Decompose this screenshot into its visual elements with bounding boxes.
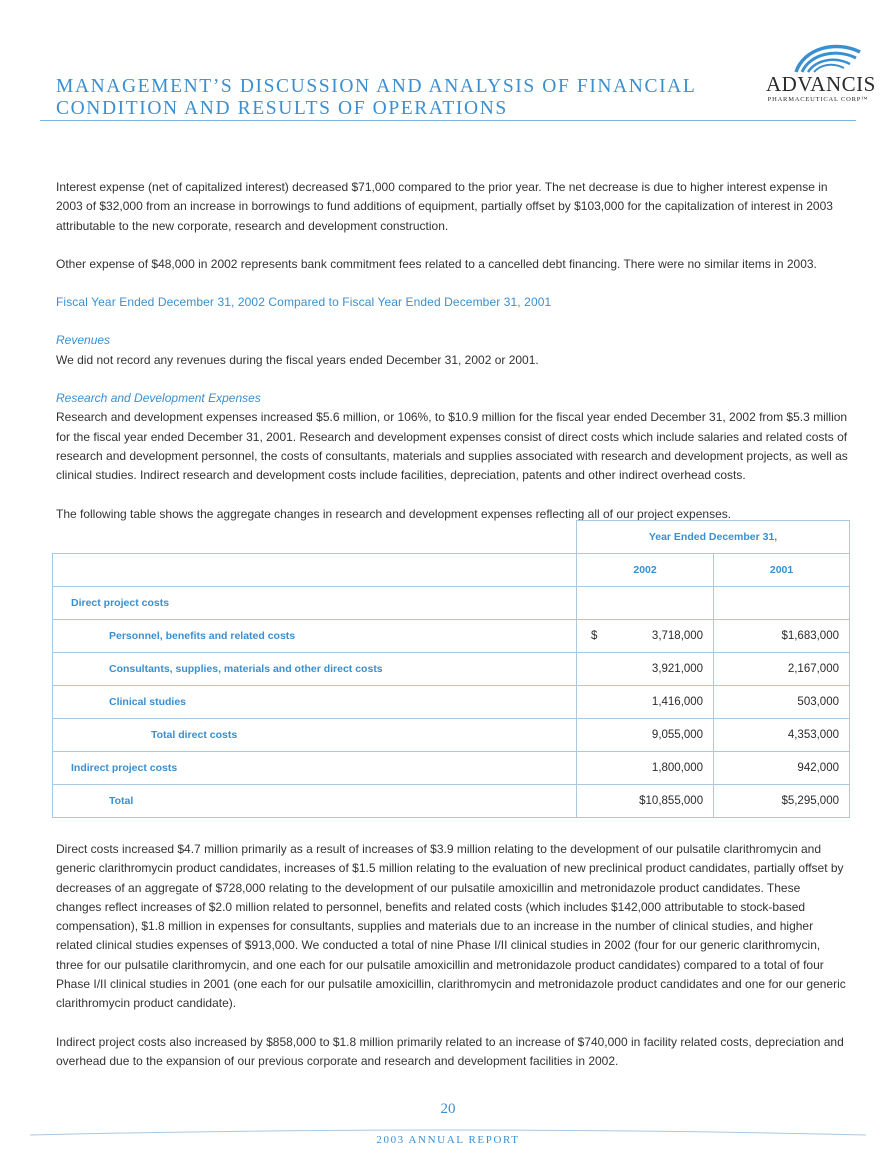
section-heading-fiscal-comparison: Fiscal Year Ended December 31, 2002 Compared to Fiscal Year Ended December 31, 2001 [56,295,552,310]
table-col-2001: 2001 [714,554,850,587]
paragraph-direct-costs: Direct costs increased $4.7 million primarily as a result of increases of $3.9 million relating to the development of our pulsatile clarithromycin and generic clarithromycin product candidates, increases of $1.5 million relating to the evaluation of new preclinical product candidates, partially offset by decreases of an aggregate of $728,000 relating to the development of our pulsatile amoxicillin and metronidazole product candidates. These changes reflect increases of $2.0 million related to personnel, benefits and related costs (which includes $142,000 attributable to stock-based compensation), $1.8 million in expenses for consultants, supplies and materials due to an increase in the number of clinical studies, and higher related clinical studies expenses of $913,000. We conducted a total of nine Phase I/II clinical studies in 2002 (four for our generic clarithromycin, three for our pulsatile clarithromycin, and one each for our pulsatile amoxicillin and metronidazole product candidates) compared to a total of four Phase I/II clinical studies in 2001 (one each for our pulsatile amoxicillin, clarithromycin and metronidazole product candidates and one for our generic clarithromycin product candidate). [56,842,846,1011]
cell-2001: 4,353,000 [714,719,850,752]
table-header-row-period [53,521,850,554]
paragraph-interest-expense: Interest expense (net of capitalized interest) decreased $71,000 compared to the prior year. The net decrease is due to higher interest expense in 2003 of $32,000 from an increase in borrowings to fund additions of equipment, partially offset by $103,000 for the capitalization of interest in 2003 attributable to the new corporate, research and development construction. [56,180,833,233]
header-title-line-2: CONDITION AND RESULTS OF OPERATIONS [56,98,508,119]
cell-2002: 9,055,000 [577,719,714,752]
table-row [53,719,850,752]
cell-2001: 2,167,000 [714,653,850,686]
paragraph-revenues: We did not record any revenues during the fiscal years ended December 31, 2002 or 2001. [56,352,539,367]
subheading-rd-expenses: Research and Development Expenses [56,391,261,406]
page-content-lower [56,840,848,1071]
page-header-title [56,76,756,120]
row-label-total: Total [53,785,577,818]
table-col-2002: 2002 [577,554,714,587]
page-number: 20 [440,1101,456,1117]
table-row [53,752,850,785]
row-label-indirect-project-costs: Indirect project costs [53,752,577,785]
header-divider [40,120,856,121]
header-title-line-1: MANAGEMENT’S DISCUSSION AND ANALYSIS OF FINANCIAL [56,76,697,97]
cell-2002: 1,416,000 [577,686,714,719]
cell-2002: 1,800,000 [577,752,714,785]
row-label-direct-project-costs: Direct project costs [53,587,577,620]
cell-2002 [577,620,714,653]
paragraph-other-expense: Other expense of $48,000 in 2002 represents bank commitment fees related to a cancelled debt financing. There were no similar items in 2003. [56,256,817,271]
cell-2001: 503,000 [714,686,850,719]
paragraph-rd-expenses: Research and development expenses increased $5.6 million, or 106%, to $10.9 million for the fiscal year ended December 31, 2002 from $5.3 million for the fiscal year ended December 31, 2001. Research and development expenses consist of direct costs which include salaries and related costs of research and development personnel, the costs of consultants, materials and supplies associated with research and development projects, as well as clinical studies. Indirect research and development costs include facilities, depreciation, patents and other indirect overhead costs. [56,410,848,483]
row-label-personnel: Personnel, benefits and related costs [53,620,577,653]
table-row [53,587,850,620]
page-content [56,178,848,524]
logo-wordmark: ADVANCIS [766,72,876,96]
table-row [53,686,850,719]
paragraph-indirect-costs: Indirect project costs also increased by $858,000 to $1.8 million primarily related to an increase of $740,000 in facility related costs, depreciation and overhead due to the expansion of our previous corporate and research and development facilities in 2002. [56,1034,844,1068]
row-label-consultants: Consultants, supplies, materials and other direct costs [53,653,577,686]
table-period-header: Year Ended December 31, [577,521,850,554]
subheading-revenues: Revenues [56,333,111,348]
logo-subtitle: PHARMACEUTICAL CORP™ [767,96,869,103]
footer-report-label: 2003 ANNUAL REPORT [376,1134,520,1146]
table-header-row-years [53,554,850,587]
cell-2002-value: 3,718,000 [651,630,704,642]
table-row [53,785,850,818]
paragraph-table-intro: The following table shows the aggregate changes in research and development expenses reflecting all of our project expenses. [56,506,732,521]
row-label-clinical-studies: Clinical studies [53,686,577,719]
dollar-sign: $ [591,630,598,642]
row-label-total-direct-costs: Total direct costs [53,719,577,752]
cell-2001: 942,000 [714,752,850,785]
cell-2001: $5,295,000 [714,785,850,818]
table-row [53,653,850,686]
cell-2001 [714,587,850,620]
table-row [53,620,850,653]
rd-expenses-table [52,520,850,818]
cell-2001: $1,683,000 [714,620,850,653]
cell-2002 [577,587,714,620]
cell-2002: $10,855,000 [577,785,714,818]
cell-2002: 3,921,000 [577,653,714,686]
